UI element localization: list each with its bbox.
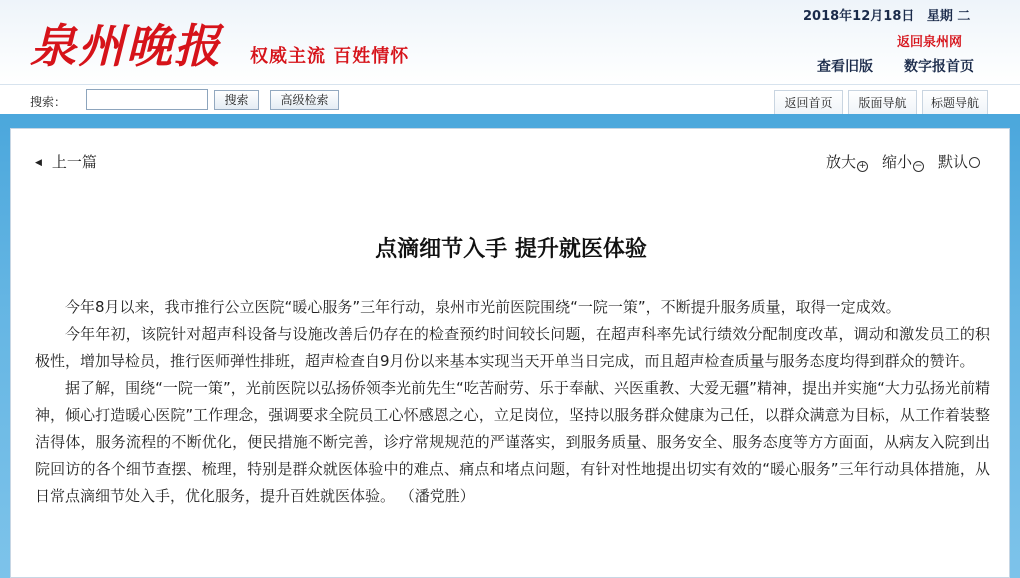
zoom-out-label: 缩小 <box>882 153 913 171</box>
article-paragraph: 今年年初，该院针对超声科设备与设施改善后仍存在的检查预约时间较长问题，在超声科率先试行绩效分配制度改革，调动和激发员工的积极性，增加导检员，推行医师弹性排班，超声检查自9月份以来基本实现当天开单当日完成，而且超声检查质量与服务态度均得到群众的赞许。 <box>35 325 990 370</box>
issue-weekday: 星期 二 <box>926 9 971 24</box>
prev-article-link[interactable] <box>35 151 97 172</box>
prev-article-label: 上一篇 <box>51 153 97 171</box>
article-body <box>35 294 990 510</box>
article-paragraph: 据了解，围绕“一院一策”，光前医院以弘扬侨领李光前先生“吃苦耐劳、乐于奉献、兴医重教、大爱无疆”精神，提出并实施“大力弘扬光前精神，倾心打造暖心医院”工作理念，强调要求全院员工心怀感恩之心，立足岗位，坚持以服务群众健康为己任，以群众满意为目标，从工作着装整洁得体，服务流程的不断优化，便民措施不断完善，诊疗常规规范的严谨落实，到服务质量、服务安全、服务态度等方方面面，从病友入院到出院回访的各个细节查摆、梳理，特别是群众就医体验中的难点、痛点和堵点问题，有针对性地提出切实有效的“暖心服务”三年行动具体措施，从日常点滴细节处入手，优化服务，提升百姓就医体验。 （潘党胜） <box>35 379 990 505</box>
search-label: 搜索： <box>30 95 67 109</box>
return-site-link[interactable]: 返回泉州网 <box>897 35 963 50</box>
zoom-default-label: 默认 <box>938 153 969 171</box>
minus-circle-icon: − <box>914 161 923 171</box>
article-title: 点滴细节入手 提升就医体验 <box>375 236 647 262</box>
search-input[interactable] <box>86 89 208 110</box>
search-button[interactable]: 搜索 <box>214 90 259 110</box>
tab-title-nav[interactable]: 标题导航 <box>922 90 988 116</box>
zoom-in-button[interactable] <box>826 151 868 172</box>
masthead <box>0 0 1020 84</box>
zoom-default-button[interactable] <box>938 151 980 172</box>
plus-circle-icon: + <box>858 161 867 171</box>
issue-date: 2018年12月18日 <box>803 9 915 24</box>
tab-home[interactable]: 返回首页 <box>774 90 843 116</box>
article-panel <box>10 128 1010 578</box>
date-line <box>803 5 978 24</box>
circle-icon <box>969 157 980 168</box>
newspaper-slogan: 权威主流 百姓情怀 <box>250 46 410 67</box>
zoom-out-button[interactable] <box>882 151 924 172</box>
article-paragraph: 今年8月以来，我市推行公立医院“暖心服务”三年行动，泉州市光前医院围绕“一院一策”，不断提升服务质量，取得一定成效。 <box>65 298 901 316</box>
left-triangle-icon: ◀ <box>35 158 42 168</box>
zoom-in-label: 放大 <box>826 153 857 171</box>
digital-home-link[interactable]: 数字报首页 <box>904 59 974 75</box>
tab-page-nav[interactable]: 版面导航 <box>848 90 917 116</box>
search-bar <box>0 84 1020 114</box>
newspaper-logo[interactable]: 泉州晚报 <box>30 19 222 73</box>
advanced-search-button[interactable]: 高级检索 <box>270 90 339 110</box>
old-version-link[interactable]: 查看旧版 <box>817 59 873 75</box>
